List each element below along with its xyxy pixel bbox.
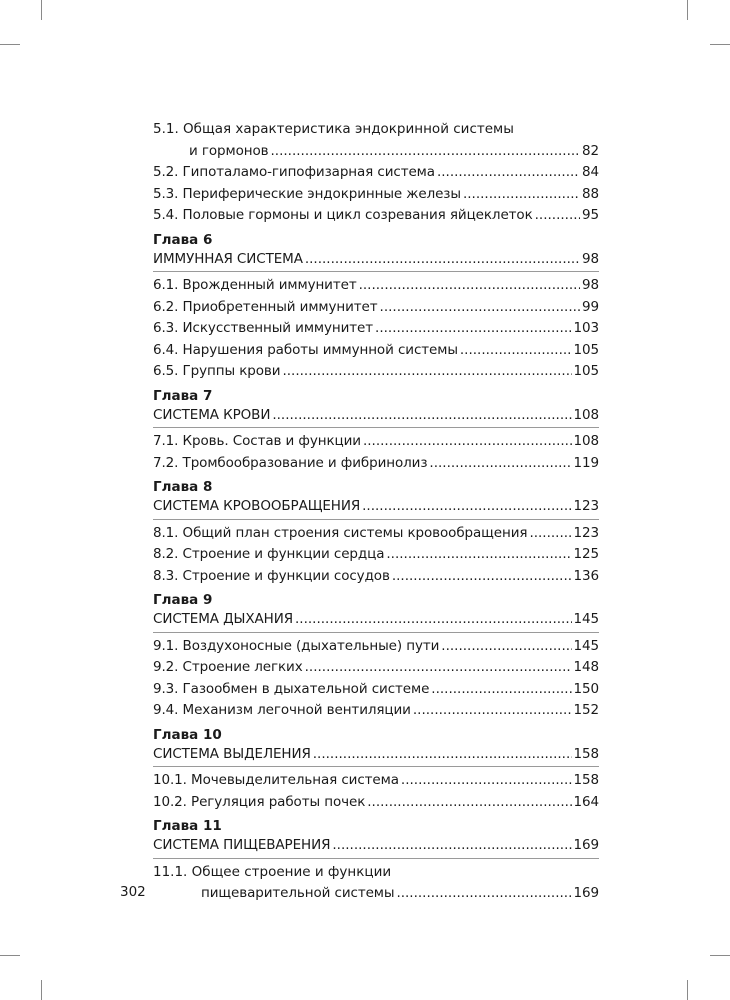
toc-entry-title: и гормонов — [189, 142, 269, 159]
toc-entry — [153, 361, 599, 383]
table-of-contents — [153, 119, 599, 905]
dot-leader — [375, 318, 572, 340]
toc-page-number: 123 — [573, 498, 599, 514]
dot-leader — [401, 770, 572, 792]
chapter-title: ИММУННАЯ СИСТЕМА — [153, 250, 303, 267]
toc-page-number: 145 — [573, 637, 599, 654]
toc-entry-title: 6.2. Приобретенный иммунитет — [153, 298, 378, 315]
toc-entry-title: 6.5. Группы крови — [153, 363, 281, 379]
toc-entry — [153, 297, 599, 319]
chapter-title-entry — [153, 496, 599, 520]
toc-entry-title: 9.3. Газообмен в дыхательной системе — [153, 680, 430, 697]
crop-mark — [41, 980, 42, 1000]
toc-page-number: 148 — [573, 659, 599, 675]
toc-page-number: 98 — [582, 250, 599, 267]
toc-entry — [153, 544, 599, 566]
toc-page-number: 145 — [573, 611, 599, 627]
toc-page-number: 136 — [573, 567, 599, 584]
dot-leader — [305, 657, 572, 679]
toc-page-number: 105 — [573, 363, 599, 379]
toc-entry-title: 10.2. Регуляция работы почек — [153, 793, 366, 810]
crop-mark — [687, 0, 688, 20]
chapter-title: СИСТЕМА ДЫХАНИЯ — [153, 611, 293, 627]
chapter-title: СИСТЕМА ПИЩЕВАРЕНИЯ — [153, 837, 331, 853]
dot-leader — [295, 609, 572, 631]
toc-entry — [153, 340, 599, 362]
chapter-title: СИСТЕМА КРОВООБРАЩЕНИЯ — [153, 498, 361, 514]
toc-page-number: 150 — [573, 680, 599, 697]
dot-leader — [305, 249, 580, 271]
dot-leader — [380, 297, 580, 319]
toc-entry — [153, 792, 599, 814]
dot-leader — [463, 184, 580, 206]
chapter-title-entry — [153, 609, 599, 633]
toc-page-number: 169 — [573, 885, 599, 901]
toc-page-number: 95 — [582, 207, 599, 223]
toc-page-number: 164 — [573, 793, 599, 810]
toc-entry — [153, 453, 599, 475]
toc-entry — [153, 431, 599, 453]
toc-page-number: 119 — [573, 454, 599, 471]
toc-entry-title: 9.1. Воздухоносные (дыхательные) пути — [153, 637, 440, 654]
toc-page-number: 98 — [582, 277, 599, 293]
dot-leader — [429, 453, 571, 475]
chapter-label: Глава 9 — [153, 592, 213, 608]
toc-page-number: 108 — [573, 433, 599, 449]
toc-page-number: 82 — [582, 142, 599, 159]
toc-page-number: 125 — [573, 546, 599, 562]
dot-leader — [392, 566, 572, 588]
toc-entry-title: 5.4. Половые гормоны и цикл созревания яйцеклеток — [153, 207, 533, 223]
dot-leader — [282, 361, 571, 383]
crop-mark — [41, 0, 42, 20]
dot-leader — [313, 744, 572, 766]
toc-entry-title: 6.1. Врожденный иммунитет — [153, 277, 357, 293]
toc-entry — [153, 636, 599, 658]
toc-entry-5-1 — [153, 141, 599, 163]
dot-leader — [362, 496, 571, 518]
dot-leader — [367, 792, 571, 814]
toc-page-number: 152 — [573, 702, 599, 718]
toc-entry — [153, 700, 599, 722]
crop-mark — [0, 955, 20, 956]
toc-page-number: 123 — [573, 524, 599, 541]
dot-leader — [441, 636, 571, 658]
toc-entry-title: 7.2. Тромбообразование и фибринолиз — [153, 454, 428, 471]
toc-entry-title: 8.3. Строение и функции сосудов — [153, 567, 390, 584]
chapter-label: Глава 10 — [153, 726, 222, 743]
toc-page-number: 105 — [573, 341, 599, 358]
toc-entry-11-1-line1: 11.1. Общее строение и функции — [153, 863, 392, 880]
dot-leader — [437, 162, 580, 184]
chapter-title-entry — [153, 249, 599, 273]
crop-mark — [687, 980, 688, 1000]
toc-entry — [153, 770, 599, 792]
dot-leader — [272, 405, 571, 427]
toc-entry-title: 5.2. Гипоталамо-гипофизарная система — [153, 164, 435, 180]
chapter-title-entry — [153, 835, 599, 859]
toc-entry-title: пищеварительной системы — [201, 885, 395, 901]
chapter-title: СИСТЕМА КРОВИ — [153, 406, 271, 423]
dot-leader — [332, 835, 571, 857]
toc-entry-5-2 — [153, 162, 599, 184]
dot-leader — [535, 205, 580, 227]
toc-entry — [153, 275, 599, 297]
dot-leader — [270, 141, 580, 163]
toc-page-number: 84 — [582, 164, 599, 180]
dot-leader — [363, 431, 572, 453]
toc-page-number: 108 — [573, 406, 599, 423]
chapter-label: Глава 11 — [153, 818, 222, 834]
toc-entry-title: 8.2. Строение и функции сердца — [153, 546, 385, 562]
crop-mark — [710, 44, 730, 45]
toc-entry-5-4 — [153, 205, 599, 227]
toc-page-number: 103 — [573, 320, 599, 336]
toc-entry-title: 6.3. Искусственный иммунитет — [153, 320, 374, 336]
toc-entry — [153, 318, 599, 340]
dot-leader — [413, 700, 572, 722]
toc-page-number: 158 — [573, 772, 599, 788]
toc-entry-5-1-line1: 5.1. Общая характеристика эндокринной системы — [153, 121, 514, 137]
crop-mark — [710, 955, 730, 956]
toc-page-number: 99 — [582, 298, 599, 315]
chapter-title-entry — [153, 744, 599, 768]
toc-entry-5-3 — [153, 184, 599, 206]
toc-entry-11-1 — [153, 883, 599, 905]
toc-entry — [153, 679, 599, 701]
dot-leader — [396, 883, 571, 905]
toc-entry-title: 5.3. Периферические эндокринные железы — [153, 185, 461, 202]
toc-entry-title: 10.1. Мочевыделительная система — [153, 772, 399, 788]
toc-entry-title: 9.2. Строение легких — [153, 659, 303, 675]
dot-leader — [386, 544, 571, 566]
toc-entry-title: 6.4. Нарушения работы иммунной системы — [153, 341, 458, 358]
dot-leader — [359, 275, 580, 297]
crop-mark — [0, 44, 20, 45]
dot-leader — [529, 523, 571, 545]
toc-entry — [153, 657, 599, 679]
dot-leader — [460, 340, 572, 362]
dot-leader — [431, 679, 571, 701]
toc-entry-title: 9.4. Механизм легочной вентиляции — [153, 702, 411, 718]
chapter-label: Глава 8 — [153, 479, 213, 495]
toc-page-number: 158 — [573, 745, 599, 762]
chapter-label: Глава 7 — [153, 387, 213, 404]
chapter-title-entry — [153, 405, 599, 429]
toc-entry — [153, 566, 599, 588]
toc-page-number: 169 — [573, 837, 599, 853]
toc-entry-title: 7.1. Кровь. Состав и функции — [153, 433, 361, 449]
toc-entry — [153, 523, 599, 545]
page-number: 302 — [120, 884, 146, 900]
chapter-title: СИСТЕМА ВЫДЕЛЕНИЯ — [153, 745, 311, 762]
chapter-label: Глава 6 — [153, 231, 213, 248]
toc-entry-title: 8.1. Общий план строения системы кровообращения — [153, 524, 528, 541]
toc-page-number: 88 — [582, 185, 599, 202]
